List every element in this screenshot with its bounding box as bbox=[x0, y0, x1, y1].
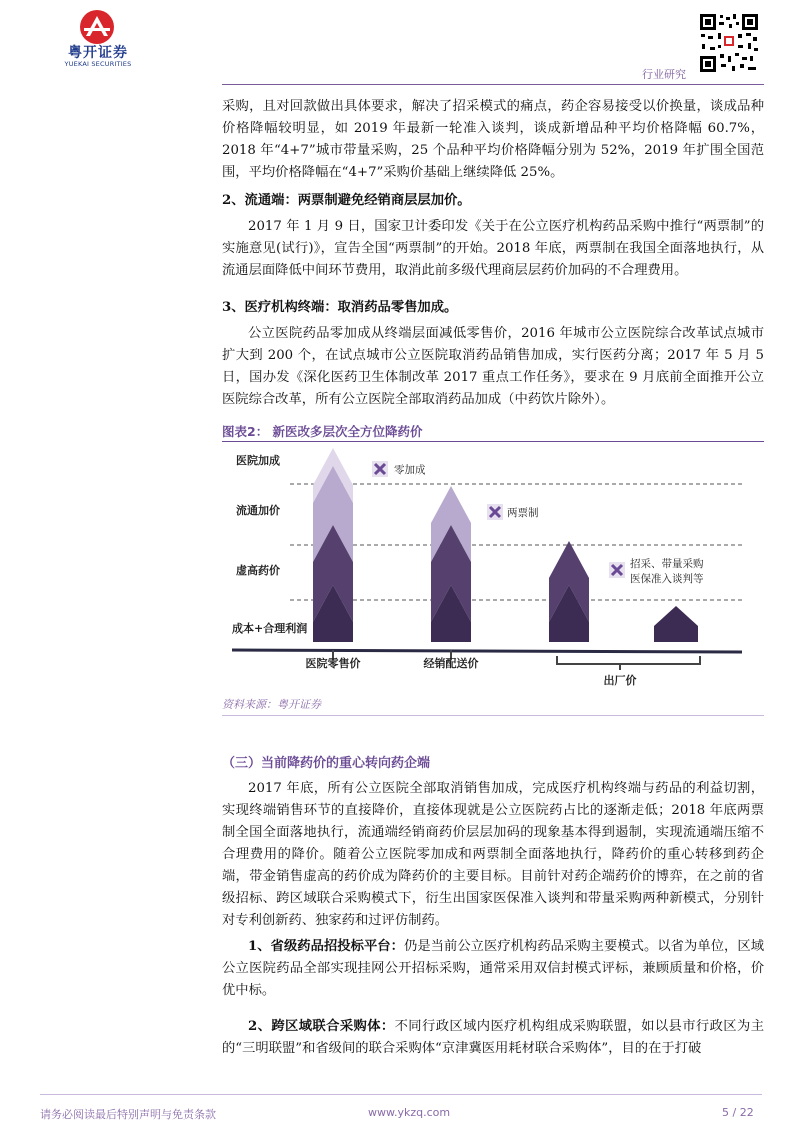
y-label-hospital-markup: 医院加成 bbox=[236, 454, 280, 467]
page-number: 5 / 22 bbox=[722, 1106, 754, 1119]
annotation-label-line1: 招采、带量采购 bbox=[630, 558, 704, 570]
paragraph-provincial-bidding: 1、省级药品招投标平台：仍是当前公立医疗机构药品采购主要模式。以省为单位，区域公立医院药品全部实现挂网公开招标采购，通常采用双信封模式评标，兼顾质量和价格，价优中标。 bbox=[222, 939, 764, 998]
heading-distribution: 2、流通端：两票制避免经销商层层加价。 bbox=[222, 193, 471, 208]
y-label-distribution-markup: 流通加价 bbox=[236, 504, 280, 517]
annotation-two-invoice bbox=[487, 504, 539, 520]
x-label-factory: 出厂价 bbox=[603, 674, 637, 687]
heading-medical-terminal: 3、医疗机构终端：取消药品零售加成。 bbox=[222, 300, 458, 315]
figure-source: 资料来源：粤开证券 bbox=[222, 698, 321, 711]
column-factory-after bbox=[654, 606, 698, 642]
y-label-inflated-price: 虚高药价 bbox=[236, 564, 280, 577]
annotation-zero-markup bbox=[372, 461, 426, 477]
column-hospital-retail bbox=[313, 448, 353, 642]
factory-bracket bbox=[557, 656, 700, 670]
annotation-label: 零加成 bbox=[394, 464, 426, 476]
footer-divider bbox=[40, 1094, 762, 1095]
paragraph-focus-shift: 2017 年底，所有公立医院全部取消销售加成，完成医疗机构终端与药品的利益切割，实现终端销售环节的直接降价，直接体现就是公立医院药占比的逐渐走低；2018 年底两票制全国全面落地执行，流通端经销商药价层层加码的现象基本得到遏制，实现流通端压缩不合理费用的降价。随着公立医院零加成和两票制全面落地执行，降药价的重心转移到药企端，带金销售虚高的药价成为降药价的主要目标。目前针对药企端药价的博弈，在之前的省级招标、跨区域联合采购模式下，衍生出国家医保准入谈判和带量采购两种新模式，分别针对专利创新药、独家药和过评仿制药。 bbox=[222, 781, 764, 928]
figure-bottom-divider bbox=[222, 715, 764, 716]
x-label-hospital-retail: 医院零售价 bbox=[305, 657, 361, 670]
segment-cost-profit bbox=[654, 606, 698, 642]
x-label-distribution: 经销配送价 bbox=[423, 657, 479, 670]
logo-english-name: YUEKAI SECURITIES bbox=[64, 60, 132, 68]
y-label-cost-profit: 成本+合理利润 bbox=[232, 622, 308, 635]
paragraph-joint-procurement: 2、跨区域联合采购体：不同行政区域内医疗机构组成采购联盟，如以县市行政区为主的“三明联盟”和省级间的联合采购体“京津冀医用耗材联合采购体”，目的在于打破 bbox=[222, 1019, 764, 1056]
figure-title: 图表2： 新医改多层次全方位降药价 bbox=[222, 424, 423, 439]
price-reduction-diagram bbox=[222, 442, 764, 694]
qr-code-icon bbox=[698, 12, 760, 74]
annotation-label: 两票制 bbox=[507, 507, 539, 519]
baseline bbox=[232, 650, 742, 652]
footer-disclaimer: 请务必阅读最后特别声明与免责条款 bbox=[40, 1108, 216, 1121]
section-heading: （三）当前降药价的重心转向药企端 bbox=[222, 756, 431, 771]
logo-name: 粤开证券 bbox=[68, 45, 128, 61]
paragraph-procurement-results: 采购，且对回款做出具体要求，解决了招采模式的痛点，药企容易接受以价换量，谈成品种价格降幅较明显，如 2019 年最新一轮准入谈判，谈成新增品种平均价格降幅 60.7%，2018 年“4+7”城市带量采购，25 个品种平均价格降幅分别为 52%，2019 年扩围全国范围，平均价格降幅在“4+7”采购价基础上继续降低 25%。 bbox=[222, 99, 764, 180]
paragraph-zero-markup: 公立医院药品零加成从终端层面减低零售价，2016 年城市公立医院综合改革试点城市扩大到 200 个，在试点城市公立医院取消药品销售加成，实行医药分离；2017 年 5 月 5 日，国办发《深化医药卫生体制改革 2017 重点工作任务》，要求在 9 月底前全面推开公立医院综合改革，所有公立医院全部取消药品加成（中药饮片除外）。 bbox=[222, 326, 764, 407]
column-factory-before bbox=[549, 541, 589, 642]
paragraph-two-invoice: 2017 年 1 月 9 日，国家卫计委印发《关于在公立医疗机构药品采购中推行“两票制”的实施意见(试行)》，宣告全国“两票制”的开始。2018 年底，两票制在我国全面落地执行，从流通层面降低中间环节费用，取消此前多级代理商层层药价加码的不合理费用。 bbox=[222, 219, 764, 278]
header-divider bbox=[222, 84, 764, 85]
annotation-label-line2: 医保准入谈判等 bbox=[630, 573, 704, 585]
report-category: 行业研究 bbox=[642, 68, 686, 81]
annotation-procurement bbox=[609, 557, 704, 585]
footer-website[interactable]: www.ykzq.com bbox=[368, 1106, 451, 1119]
qr-code bbox=[698, 12, 760, 74]
column-distribution bbox=[431, 486, 471, 642]
